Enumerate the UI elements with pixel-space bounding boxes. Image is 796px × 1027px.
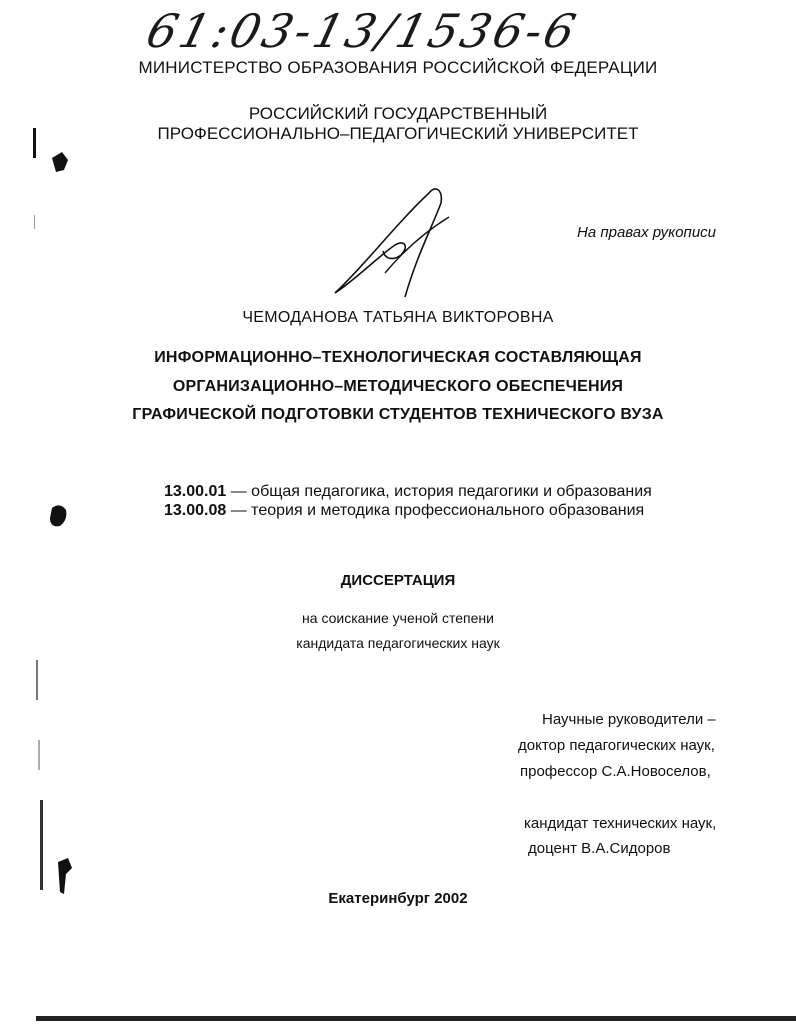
- supervisors-heading: Научные руководители –: [542, 711, 716, 728]
- specialty-1-text: — общая педагогика, история педагогики и образования: [230, 483, 652, 500]
- university-name-line1: РОССИЙСКИЙ ГОСУДАРСТВЕННЫЙ: [248, 104, 548, 123]
- author-name: ЧЕМОДАНОВА ТАТЬЯНА ВИКТОРОВНА: [242, 309, 554, 326]
- dissertation-title-line3: ГРАФИЧЕСКОЙ ПОДГОТОВКИ СТУДЕНТОВ ТЕХНИЧЕСКОГО ВУЗА: [132, 406, 664, 423]
- university-name-line2: ПРОФЕССИОНАЛЬНО–ПЕДАГОГИЧЕСКИЙ УНИВЕРСИТЕТ: [157, 124, 639, 143]
- dissertation-title-line1: ИНФОРМАЦИОННО–ТЕХНОЛОГИЧЕСКАЯ СОСТАВЛЯЮЩАЯ: [154, 349, 642, 366]
- author-signature: [325, 185, 465, 305]
- supervisor-2-name: доцент В.А.Сидоров: [528, 840, 671, 857]
- degree-line1: на соискание ученой степени: [302, 610, 494, 626]
- scan-bottom-edge: [36, 1016, 796, 1021]
- rights-note: На правах рукописи: [577, 224, 716, 241]
- specialty-2-code: 13.00.08: [164, 502, 227, 519]
- specialty-2: [164, 502, 644, 520]
- document-type: ДИССЕРТАЦИЯ: [340, 572, 456, 589]
- dissertation-title-line2: ОРГАНИЗАЦИОННО–МЕТОДИЧЕСКОГО ОБЕСПЕЧЕНИЯ: [172, 378, 624, 395]
- supervisor-1-degree: доктор педагогических наук,: [518, 737, 715, 754]
- specialty-1: [164, 483, 652, 501]
- specialty-2-text: — теория и методика профессионального образования: [230, 502, 645, 519]
- supervisor-2-degree: кандидат технических наук,: [524, 815, 717, 832]
- ministry-name: МИНИСТЕРСТВО ОБРАЗОВАНИЯ РОССИЙСКОЙ ФЕДЕРАЦИИ: [138, 58, 658, 77]
- archive-handwritten-code: 61:03-13/1536-6: [141, 4, 584, 58]
- specialty-1-code: 13.00.01: [164, 483, 227, 500]
- city-year: Екатеринбург 2002: [328, 890, 468, 907]
- supervisor-1-name: профессор С.А.Новоселов,: [520, 763, 711, 780]
- degree-line2: кандидата педагогических наук: [296, 635, 500, 651]
